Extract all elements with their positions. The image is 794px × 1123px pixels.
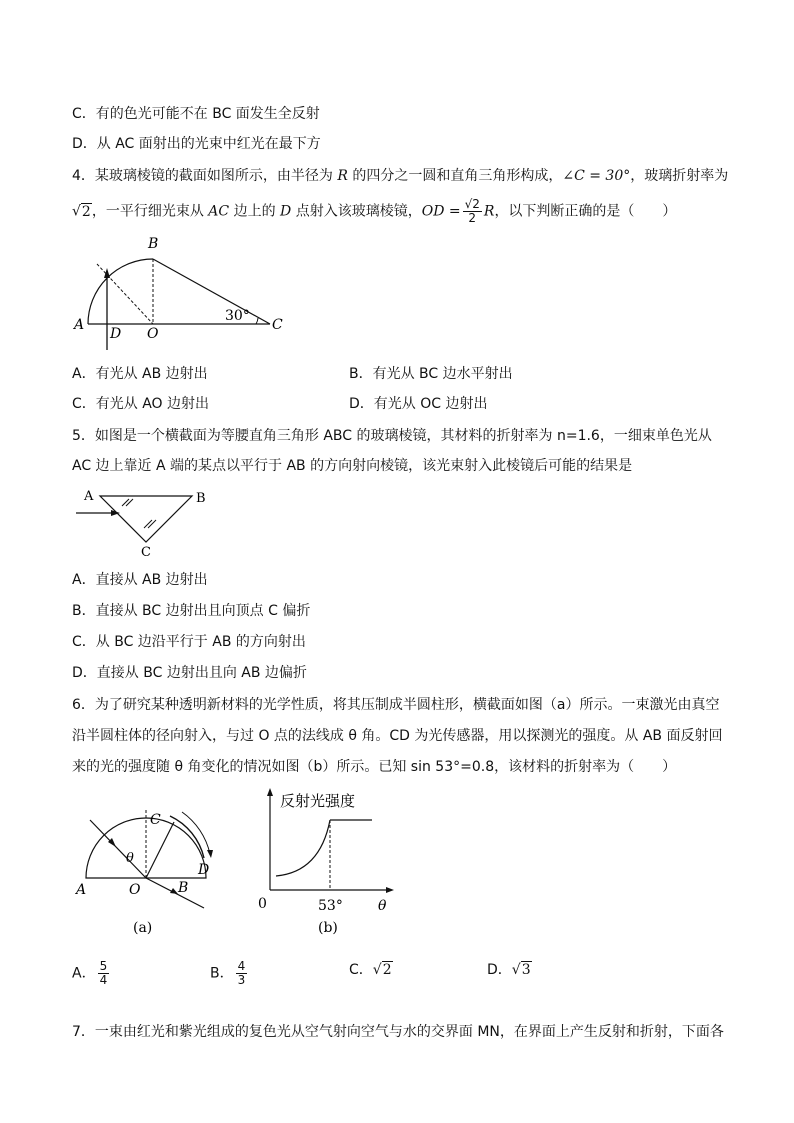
q6-stem-line2: 沿半圆柱体的径向射入，与过 O 点的法线成 θ 角。CD 为光传感器，用以探测光的强度。从 AB 面反射回	[72, 728, 723, 744]
q4-stem-line1: 4．某玻璃棱镜的截面如图所示，由半径为 R 的四分之一圆和直角三角形构成，∠C = 30°，玻璃折射率为	[72, 168, 729, 184]
sqrt-2: √2	[372, 962, 392, 978]
label-o: O	[147, 326, 159, 342]
label-d: D	[110, 326, 122, 342]
q5-option-c: C．从 BC 边沿平行于 AB 的方向射出	[72, 634, 306, 650]
incident-ray	[90, 820, 146, 878]
label-a: A	[76, 882, 87, 898]
sqrt-2: √2	[72, 203, 91, 220]
hatch-mark	[148, 520, 156, 528]
q5-option-a: A．直接从 AB 边射出	[72, 572, 208, 588]
fraction-4-over-3: $\frac{4}{3}$	[237, 959, 246, 987]
x-axis-arrowhead	[386, 887, 394, 893]
hatch-mark	[126, 499, 133, 506]
radius-dashed	[97, 264, 153, 324]
origin-label: 0	[258, 896, 267, 912]
q4-option-d: D．有光从 OC 边射出	[349, 396, 488, 412]
rotation-arrowhead	[207, 850, 213, 858]
q5-stem-line2: AC 边上靠近 A 端的某点以平行于 AB 的方向射向棱镜，该光束射入此棱镜后可能的结果是	[72, 458, 633, 474]
q4-option-c: C．有光从 AO 边射出	[72, 396, 210, 412]
fraction-sqrt2-over-2: $\frac{√2}{2}$	[464, 197, 480, 225]
label-c: C	[272, 317, 283, 333]
label-d: D	[198, 862, 210, 878]
label-b: B	[196, 491, 206, 506]
angle-arc	[256, 318, 258, 324]
q6-option-c: C．√2	[349, 962, 392, 978]
q6-stem-line3: 来的光的强度随 θ 角变化的情况如图（b）所示。已知 sin 53°=0.8，该材料的折射率为（ ）	[72, 759, 677, 775]
label-c: C	[141, 545, 151, 560]
q5-figure	[70, 484, 220, 560]
y-axis-label: 反射光强度	[280, 792, 356, 810]
hatch-mark	[122, 499, 129, 506]
caption-b: (b)	[318, 920, 338, 936]
q5-option-b: B．直接从 BC 边射出且向顶点 C 偏折	[72, 603, 311, 619]
sqrt-3: √3	[511, 962, 531, 978]
q6-figure-b	[250, 784, 400, 940]
caption-a: (a)	[133, 920, 153, 936]
label-a: A	[84, 489, 94, 504]
q6-option-a: A． $\frac{5}{4}$	[72, 959, 108, 987]
prism-triangle	[100, 496, 192, 542]
label-c: C	[150, 812, 161, 828]
q3-option-d: D．从 AC 面射出的光束中红光在最下方	[72, 136, 321, 152]
q4-figure	[70, 232, 300, 356]
label-a: A	[74, 317, 85, 333]
quarter-circle-arc	[88, 259, 153, 324]
tick-label-53: 53°	[318, 898, 343, 914]
q6-figure-a	[70, 800, 220, 940]
q4-option-a: A．有光从 AB 边射出	[72, 366, 208, 382]
q3-option-c: C．有的色光可能不在 BC 面发生全反射	[72, 106, 320, 122]
bc-edge	[153, 259, 270, 324]
label-theta: θ	[126, 851, 134, 866]
q6-option-b: B． $\frac{4}{3}$	[210, 959, 246, 987]
q5-stem-line1: 5．如图是一个横截面为等腰直角三角形 ABC 的玻璃棱镜，其材料的折射率为 n=1.6，一细束单色光从	[72, 428, 712, 444]
q6-option-d: D．√3	[487, 962, 531, 978]
reflected-ray	[146, 822, 174, 878]
hatch-mark	[144, 520, 152, 528]
fraction-5-over-4: $\frac{5}{4}$	[99, 959, 108, 987]
q5-option-d: D．直接从 BC 边射出且向 AB 边偏折	[72, 665, 307, 681]
intensity-curve	[276, 820, 330, 876]
sensor-cd	[170, 816, 204, 858]
label-b: B	[148, 236, 159, 252]
q4-stem-line2: √2，一平行细光束从 AC 边上的 D 点射入该玻璃棱镜，OD = $\frac{√2}{2}$ R，以下判断正确的是（ ）	[72, 197, 677, 225]
q6-stem-line1: 6．为了研究某种透明新材料的光学性质，将其压制成半圆柱形，横截面如图（a）所示。一束激光由真空	[72, 697, 720, 713]
q4-option-b: B．有光从 BC 边水平射出	[349, 366, 513, 382]
x-axis-label: θ	[378, 898, 387, 914]
y-axis-arrowhead	[267, 788, 273, 796]
q7-stem-line1: 7．一束由红光和紫光组成的复色光从空气射向空气与水的交界面 MN，在界面上产生反射和折射，下面各	[72, 1024, 724, 1040]
label-angle-30: 30°	[225, 308, 250, 324]
label-b: B	[178, 880, 189, 896]
label-o: O	[129, 882, 141, 898]
